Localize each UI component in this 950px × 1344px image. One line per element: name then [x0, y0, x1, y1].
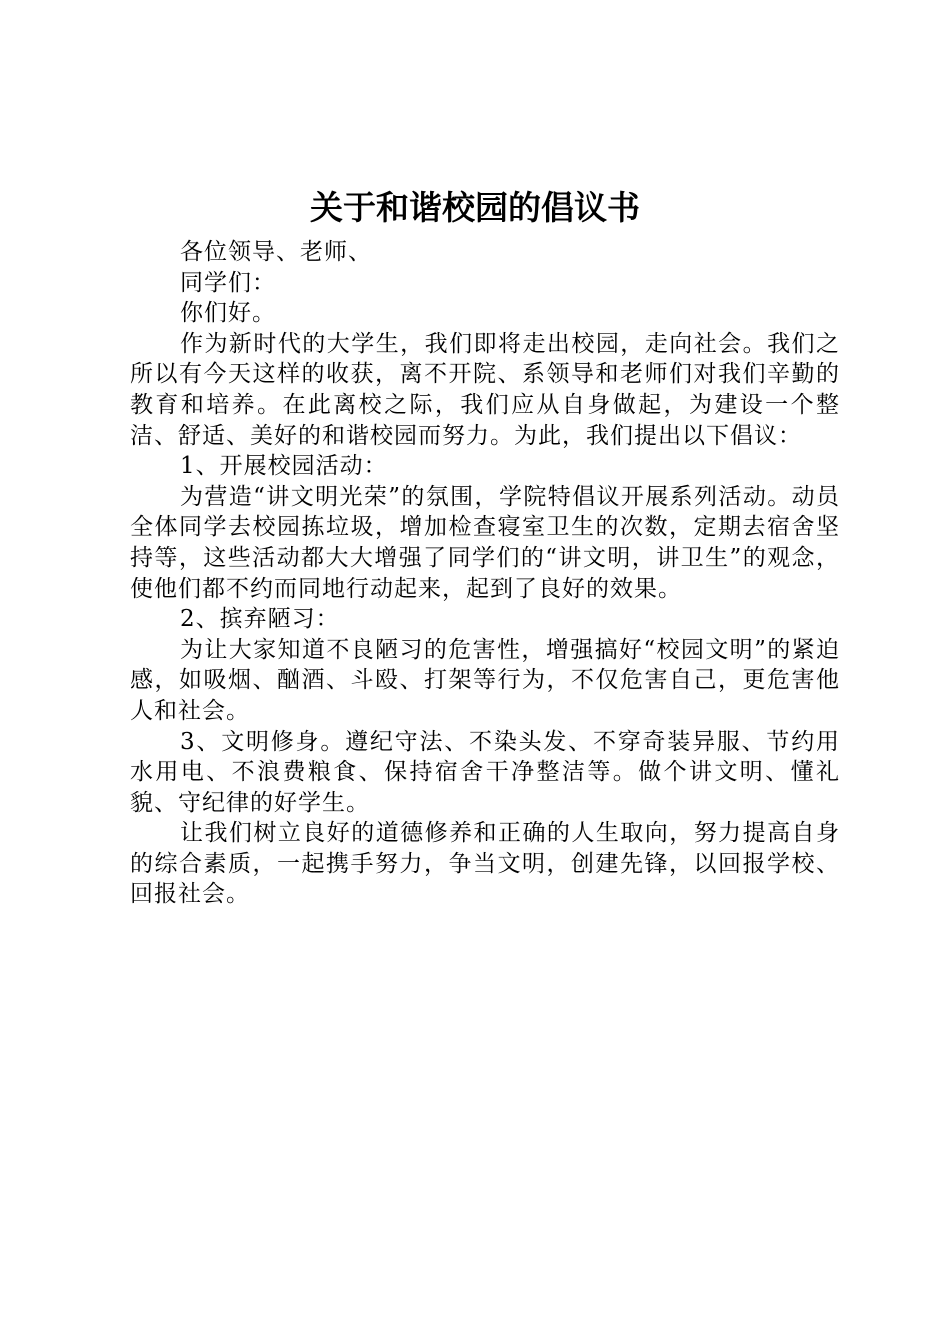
item-2-heading: 2、摈弃陋习：	[180, 606, 340, 633]
document-body	[130, 237, 840, 910]
closing-paragraph: 让我们树立良好的道德修养和正确的人生取向，努力提高自身的综合素质，一起携手努力，争当文明，创建先锋，以回报学校、回报社会。	[130, 820, 840, 908]
document-title: 关于和谐校园的倡议书	[310, 188, 640, 227]
item-3-paragraph: 3、文明修身。遵纪守法、不染头发、不穿奇装异服、节约用水用电、不浪费粮食、保持宿舍干净整洁等。做个讲文明、懂礼貌、守纪律的好学生。	[130, 728, 840, 816]
salutation-line-1: 各位领导、老师、	[180, 239, 372, 265]
item-1-paragraph: 为营造“讲文明光荣”的氛围，学院特倡议开展系列活动。动员全体同学去校园拣垃圾，增加检查寝室卫生的次数，定期去宿舍坚持等，这些活动都大大增强了同学们的“讲文明，讲卫生”的观念，使他们都不约而同地行动起来，起到了良好的效果。	[130, 483, 840, 602]
greeting: 你们好。	[180, 300, 276, 327]
item-1-heading: 1、开展校园活动：	[180, 453, 388, 480]
intro-paragraph: 作为新时代的大学生，我们即将走出校园，走向社会。我们之所以有今天这样的收获，离不开院、系领导和老师们对我们辛勤的教育和培养。在此离校之际，我们应从自身做起，为建设一个整洁、舒适、美好的和谐校园而努力。为此，我们提出以下倡议：	[130, 330, 840, 449]
salutation-line-2: 同学们：	[180, 269, 276, 296]
item-2-paragraph: 为让大家知道不良陋习的危害性，增强搞好“校园文明”的紧迫感，如吸烟、酗酒、斗殴、打架等行为，不仅危害自己，更危害他人和社会。	[130, 636, 840, 724]
